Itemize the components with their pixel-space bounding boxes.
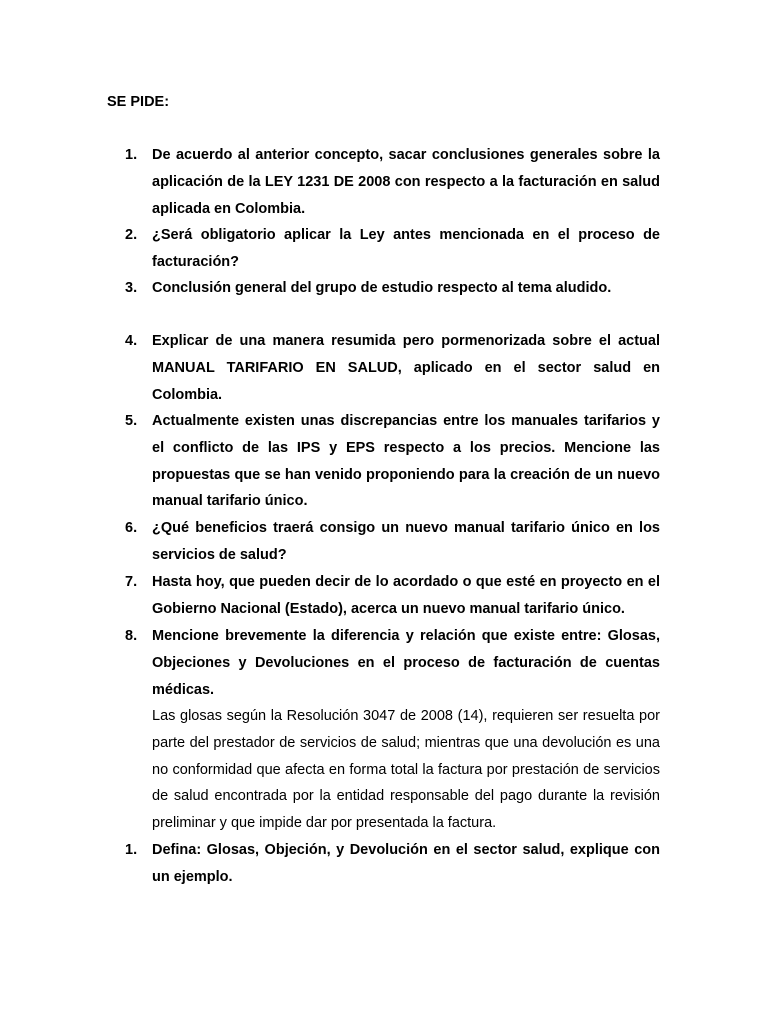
list-item-9 [125,837,660,891]
list-item-number: 7. [125,574,138,590]
list-item-number: 3. [125,280,138,296]
list-item-number: 8. [125,628,138,644]
list-item-text: De acuerdo al anterior concepto, sacar conclusiones generales sobre la aplicación de la LEY 1231 DE 2008 con respecto a la facturación en salud aplicada en Colombia. [152,147,660,217]
list-item-text: Explicar de una manera resumida pero pormenorizada sobre el actual MANUAL TARIFARIO EN SALUD, aplicado en el sector salud en Colombia. [152,333,660,403]
list-item-6 [125,515,660,569]
list-item-number: 1. [125,147,138,163]
list-item-4 [125,328,660,408]
list-item-7 [125,569,660,623]
list-item-5 [125,408,660,515]
list-item-text: Conclusión general del grupo de estudio respecto al tema aludido. [152,280,612,296]
list-item-number: 1. [125,842,138,858]
section-heading: SE PIDE: [107,94,170,110]
list-item-number: 2. [125,227,138,243]
list-item-text: Hasta hoy, que pueden decir de lo acordado o que esté en proyecto en el Gobierno Nacional (Estado), acerca un nuevo manual tarifario único. [152,574,660,617]
list-item-text: Mencione brevemente la diferencia y relación que existe entre: Glosas, Objeciones y Devoluciones en el proceso de facturación de cuentas médicas. [152,628,660,698]
list-item-8 [125,623,660,703]
list-item-number: 5. [125,413,138,429]
list-item-text: Defina: Glosas, Objeción, y Devolución en el sector salud, explique con un ejemplo. [152,842,660,885]
list-item-3 [125,275,660,302]
list-item-text: ¿Qué beneficios traerá consigo un nuevo manual tarifario único en los servicios de salud? [152,520,660,563]
answer-paragraph: Las glosas según la Resolución 3047 de 2008 (14), requieren ser resuelta por parte del prestador de servicios de salud; mientras que una devolución es una no conformidad que afecta en forma total la factura por prestación de servicios de salud encontrada por la entidad responsable del pago durante la revisión preliminar y que impide dar por presentada la factura. [152,708,660,832]
list-item-1 [125,142,660,222]
list-item-text: ¿Será obligatorio aplicar la Ley antes mencionada en el proceso de facturación? [152,227,660,270]
list-item-number: 6. [125,520,138,536]
list-item-2 [125,222,660,276]
list-item-text: Actualmente existen unas discrepancias entre los manuales tarifarios y el conflicto de las IPS y EPS respecto a los precios. Mencione las propuestas que se han venido proponiendo para la creación de un nuevo manual tarifario único. [152,413,660,510]
list-item-number: 4. [125,333,138,349]
